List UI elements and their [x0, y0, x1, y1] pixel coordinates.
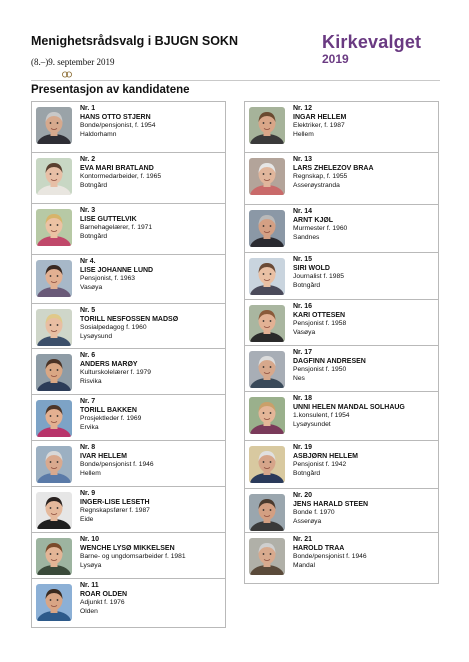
candidate-occupation: Pensjonist f. 1942	[293, 461, 347, 469]
candidate-card	[244, 391, 439, 441]
candidate-number: Nr. 8	[80, 444, 96, 451]
candidate-card	[244, 101, 439, 153]
candidate-number: Nr. 13	[293, 156, 313, 163]
candidate-occupation: Prosjektleder f. 1969	[80, 415, 142, 423]
candidate-location: Hellem	[293, 131, 314, 139]
candidate-location: Botngård	[80, 182, 108, 190]
candidate-name: UNNI HELEN MANDAL SOLHAUG	[293, 403, 405, 411]
candidate-name: ANDERS MARØY	[80, 360, 138, 368]
candidate-location: Hellem	[80, 470, 101, 478]
candidate-number: Nr. 18	[293, 395, 313, 402]
candidate-location: Nes	[293, 375, 305, 383]
candidate-card	[31, 152, 226, 204]
candidate-name: INGAR HELLEM	[293, 113, 347, 121]
candidate-card	[31, 578, 226, 628]
candidate-card	[31, 348, 226, 395]
candidate-photo	[249, 494, 285, 531]
candidate-location: Vasøya	[293, 329, 316, 337]
candidate-name: IVAR HELLEM	[80, 452, 127, 460]
candidate-number: Nr. 7	[80, 398, 96, 405]
candidate-occupation: Pensjonist, f. 1963	[80, 275, 136, 283]
candidate-card	[244, 152, 439, 205]
brand-name: Kirkevalget	[322, 32, 422, 52]
candidate-number: Nr. 12	[293, 105, 313, 112]
candidate-card	[244, 532, 439, 584]
candidate-number: Nr. 3	[80, 207, 96, 214]
candidate-occupation: Pensjonist f. 1958	[293, 320, 347, 328]
candidate-occupation: Journalist f. 1985	[293, 273, 344, 281]
candidate-photo	[249, 397, 285, 434]
candidate-location: Ervika	[80, 424, 99, 432]
candidate-location: Botngård	[293, 470, 321, 478]
candidate-card	[244, 345, 439, 392]
candidate-location: Eide	[80, 516, 94, 524]
candidate-card	[31, 532, 226, 579]
candidate-occupation: Bonde/pensjonist f. 1946	[80, 461, 154, 469]
rings-icon	[61, 71, 73, 78]
candidate-occupation: Bonde/pensjonist, f. 1954	[80, 122, 156, 130]
candidate-number: Nr. 19	[293, 444, 313, 451]
candidate-card	[244, 299, 439, 346]
candidate-occupation: Regnskapsfører f. 1987	[80, 507, 150, 515]
candidate-occupation: Sosialpedagog f. 1960	[80, 324, 147, 332]
candidate-location: Haldorhamn	[80, 131, 117, 139]
candidate-number: Nr. 17	[293, 349, 313, 356]
candidate-occupation: 1.konsulent, f 1954	[293, 412, 350, 420]
candidate-photo	[36, 492, 72, 529]
kirkevalget-logo	[322, 33, 421, 65]
candidate-name: HAROLD TRAA	[293, 544, 345, 552]
candidate-photo	[249, 158, 285, 195]
candidate-number: Nr 4.	[80, 258, 96, 265]
candidate-card	[31, 486, 226, 533]
candidate-card	[31, 440, 226, 487]
candidate-occupation: Murmester f. 1960	[293, 225, 348, 233]
candidate-location: Olden	[80, 608, 98, 616]
candidate-number: Nr. 11	[80, 582, 99, 589]
candidate-photo	[36, 158, 72, 195]
candidate-card	[31, 254, 226, 304]
candidate-location: Sandnes	[293, 234, 320, 242]
candidate-photo	[36, 584, 72, 621]
candidate-number: Nr. 15	[293, 256, 313, 263]
candidate-photo	[249, 446, 285, 483]
candidate-photo	[36, 354, 72, 391]
candidate-card	[244, 204, 439, 253]
candidate-occupation: Kontormedarbeider, f. 1965	[80, 173, 162, 181]
candidate-location: Asserøya	[293, 518, 322, 526]
candidate-photo	[36, 260, 72, 297]
candidate-occupation: Adjunkt f. 1976	[80, 599, 125, 607]
candidate-photo	[36, 446, 72, 483]
candidate-number: Nr. 9	[80, 490, 96, 497]
page-title: Menighetsrådsvalg i BJUGN SOKN	[31, 34, 238, 48]
candidate-occupation: Bonde/pensjonist f. 1946	[293, 553, 367, 561]
candidate-name: LISE JOHANNE LUND	[80, 266, 154, 274]
candidate-name: TORILL BAKKEN	[80, 406, 137, 414]
candidate-photo	[249, 107, 285, 144]
candidate-name: LARS ZHELEZOV BRAA	[293, 164, 374, 172]
candidate-number: Nr. 5	[80, 307, 96, 314]
header-divider	[31, 80, 440, 81]
candidate-card	[244, 440, 439, 489]
candidate-number: Nr. 6	[80, 352, 96, 359]
candidate-number: Nr. 21	[293, 536, 313, 543]
election-dates: (8.–)9. september 2019	[31, 57, 115, 67]
candidate-name: ASBJØRN HELLEM	[293, 452, 358, 460]
candidate-location: Lysøysundet	[293, 421, 331, 429]
candidate-photo	[36, 400, 72, 437]
candidate-card	[244, 488, 439, 533]
candidate-number: Nr. 16	[293, 303, 313, 310]
candidate-photo	[249, 210, 285, 247]
candidate-card	[31, 203, 226, 255]
candidate-photo	[36, 209, 72, 246]
candidate-number: Nr. 14	[293, 208, 313, 215]
candidate-number: Nr. 20	[293, 492, 313, 499]
brand-year: 2019	[322, 52, 349, 66]
candidate-location: Lysøya	[80, 562, 102, 570]
candidate-name: WENCHE LYSØ MIKKELSEN	[80, 544, 175, 552]
section-title: Presentasjon av kandidatene	[31, 84, 190, 96]
candidate-photo	[249, 305, 285, 342]
candidate-location: Mandal	[293, 562, 315, 570]
candidate-name: SIRI WOLD	[293, 264, 330, 272]
candidate-occupation: Bonde f. 1970	[293, 509, 335, 517]
candidate-name: HANS OTTO STJERN	[80, 113, 151, 121]
candidate-photo	[36, 538, 72, 575]
candidate-photo	[249, 258, 285, 295]
candidate-name: DAGFINN ANDRESEN	[293, 357, 366, 365]
candidate-name: INGER-LISE LESETH	[80, 498, 150, 506]
candidate-location: Lysøysund	[80, 333, 113, 341]
candidate-name: ARNT KJØL	[293, 216, 334, 224]
candidate-name: KARI OTTESEN	[293, 311, 346, 319]
candidate-photo	[249, 538, 285, 575]
candidate-location: Botngård	[293, 282, 321, 290]
candidate-name: EVA MARI BRATLAND	[80, 164, 154, 172]
candidate-number: Nr. 2	[80, 156, 96, 163]
candidate-name: TORILL NESFOSSEN MADSØ	[80, 315, 179, 323]
candidate-location: Vasøya	[80, 284, 103, 292]
candidate-occupation: Elektriker, f. 1987	[293, 122, 345, 130]
candidate-occupation: Kulturskolelærer f. 1979	[80, 369, 151, 377]
candidate-card	[31, 303, 226, 349]
candidate-occupation: Barne- og ungdomsarbeider f. 1981	[80, 553, 186, 561]
candidate-photo	[36, 107, 72, 144]
candidate-occupation: Pensjonist f. 1950	[293, 366, 347, 374]
candidate-name: JENS HARALD STEEN	[293, 500, 369, 508]
candidate-card	[244, 252, 439, 300]
candidate-name: LISE GUTTELVIK	[80, 215, 137, 223]
candidate-location: Botngård	[80, 233, 108, 241]
candidate-number: Nr. 1	[80, 105, 96, 112]
candidate-photo	[36, 309, 72, 346]
candidate-location: Risvika	[80, 378, 102, 386]
candidate-name: ROAR OLDEN	[80, 590, 128, 598]
candidate-photo	[249, 351, 285, 388]
candidate-occupation: Regnskap, f. 1955	[293, 173, 348, 181]
candidate-location: Asserøystranda	[293, 182, 340, 190]
candidate-card	[31, 101, 226, 153]
candidate-card	[31, 394, 226, 441]
candidate-occupation: Barnehagelærer, f. 1971	[80, 224, 153, 232]
candidate-number: Nr. 10	[80, 536, 100, 543]
